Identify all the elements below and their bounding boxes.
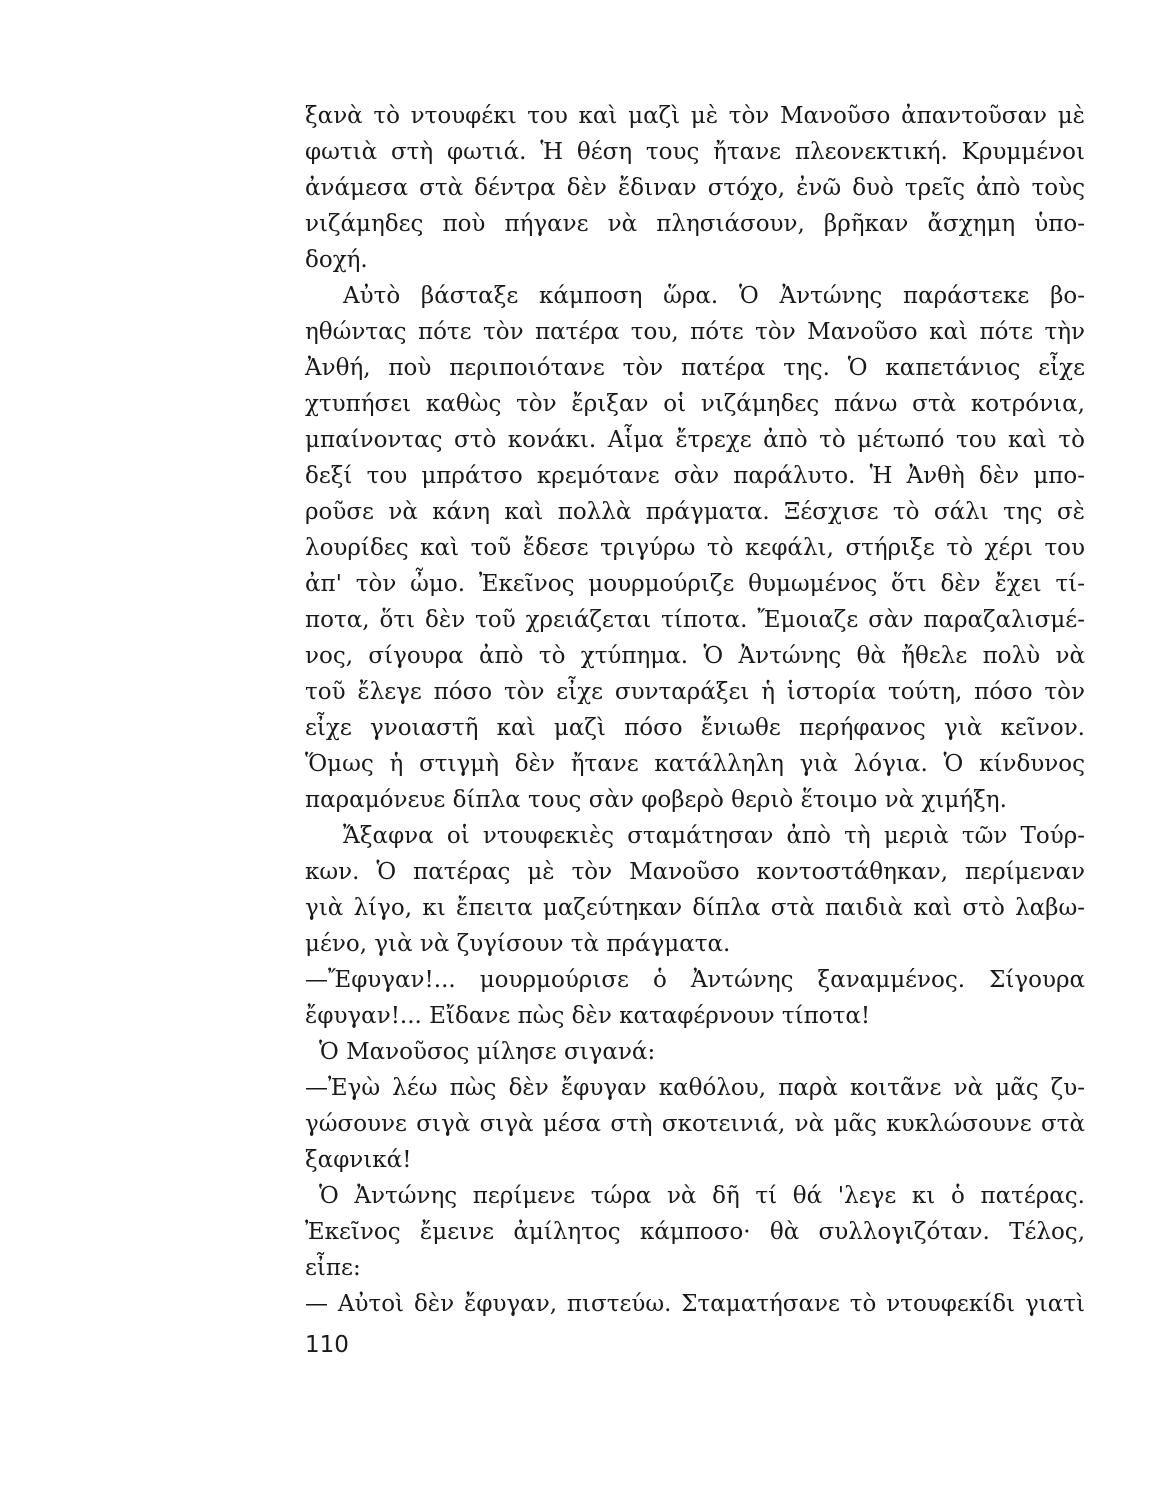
text-line: Ὁ Μανοῦσος μίλησε σιγανά: — [319, 1039, 656, 1065]
text-line: ποτα, ὅτι δὲν τοῦ χρειάζεται τίποτα. Ἔμοιαζε σὰν παραζαλισμέ- — [305, 607, 1085, 633]
text-line: κων. Ὁ πατέρας μὲ τὸν Μανοῦσο κοντοστάθηκαν, περίμεναν — [305, 859, 1085, 885]
page-number: 110 — [305, 1332, 349, 1358]
text-line: Ἐκεῖνος ἔμεινε ἀμίλητος κάμποσο· θὰ συλλογιζόταν. Τέλος, — [305, 1219, 1085, 1245]
text-line: χτυπήσει καθὼς τὸν ἔριξαν οἱ νιζάμηδες πάνω στὰ κοτρόνια, — [305, 391, 1085, 417]
text-line: Ἀνθή, ποὺ περιποιότανε τὸν πατέρα της. Ὁ καπετάνιος εἶχε — [305, 355, 1085, 381]
text-line: ἀπ' τὸν ὦμο. Ἐκεῖνος μουρμούριζε θυμωμένος ὅτι δὲν ἔχει τί- — [305, 571, 1085, 597]
text-line: τοῦ ἔλεγε πόσο τὸν εἶχε συνταράξει ἡ ἱστορία τούτη, πόσο τὸν — [305, 679, 1085, 705]
text-line: μένο, γιὰ νὰ ζυγίσουν τὰ πράγματα. — [305, 931, 731, 957]
text-line: δοχή. — [305, 247, 368, 273]
text-line: Ὅμως ἡ στιγμὴ δὲν ἤτανε κατάλληλη γιὰ λόγια. Ὁ κίνδυνος — [305, 751, 1085, 777]
text-line: εἶχε γνοιαστῆ καὶ μαζὶ πόσο ἔνιωθε περήφανος γιὰ κεῖνον. — [305, 715, 1085, 741]
text-line: ἀνάμεσα στὰ δέντρα δὲν ἔδιναν στόχο, ἐνῶ δυὸ τρεῖς ἀπὸ τοὺς — [305, 175, 1085, 201]
text-line: ηθώντας πότε τὸν πατέρα του, πότε τὸν Μανοῦσο καὶ πότε τὴν — [305, 319, 1085, 345]
text-line: ροῦσε νὰ κάνη καὶ πολλὰ πράγματα. Ξέσχισε τὸ σάλι της σὲ — [305, 499, 1085, 525]
text-line: μπαίνοντας στὸ κονάκι. Αἷμα ἔτρεχε ἀπὸ τὸ μέτωπό του καὶ τὸ — [305, 427, 1085, 453]
text-line: γώσουνε σιγὰ σιγὰ μέσα στὴ σκοτεινιά, νὰ μᾶς κυκλώσουνε στὰ — [305, 1111, 1085, 1137]
text-line: Ὁ Ἀντώνης περίμενε τώρα νὰ δῆ τί θά 'λεγε κι ὁ πατέρας. — [319, 1183, 1085, 1209]
text-line: γιὰ λίγο, κι ἔπειτα μαζεύτηκαν δίπλα στὰ παιδιὰ καὶ στὸ λαβω- — [305, 895, 1085, 921]
text-line: δεξί του μπράτσο κρεμότανε σὰν παράλυτο. Ἡ Ἀνθὴ δὲν μπο- — [305, 463, 1085, 489]
text-line: —Ἔφυγαν!... μουρμούρισε ὁ Ἀντώνης ξαναμμένος. Σίγουρα — [305, 967, 1085, 993]
text-line: νος, σίγουρα ἀπὸ τὸ χτύπημα. Ὁ Ἀντώνης θὰ ἤθελε πολὺ νὰ — [305, 643, 1085, 669]
text-line: ξανὰ τὸ ντουφέκι του καὶ μαζὶ μὲ τὸν Μανοῦσο ἀπαντοῦσαν μὲ — [305, 103, 1085, 129]
text-line: λουρίδες καὶ τοῦ ἔδεσε τριγύρω τὸ κεφάλι, στήριξε τὸ χέρι του — [305, 535, 1085, 561]
body-text — [305, 98, 1085, 1322]
text-line: ξαφνικά! — [305, 1147, 412, 1173]
text-line: παραμόνευε δίπλα τους σὰν φοβερὸ θεριὸ ἕτοιμο νὰ χιμήξη. — [305, 787, 1007, 813]
text-line: ἔφυγαν!... Εἴδανε πὼς δὲν καταφέρνουν τίποτα! — [305, 1003, 871, 1029]
text-line: Ἄξαφνα οἱ ντουφεκιὲς σταμάτησαν ἀπὸ τὴ μεριὰ τῶν Τούρ- — [343, 823, 1085, 849]
text-line: εἶπε: — [305, 1255, 361, 1281]
text-line: —Ἐγὼ λέω πὼς δὲν ἔφυγαν καθόλου, παρὰ κοιτᾶνε νὰ μᾶς ζυ- — [305, 1075, 1085, 1101]
text-line: Αὐτὸ βάσταξε κάμποση ὥρα. Ὁ Ἀντώνης παράστεκε βο- — [343, 283, 1085, 309]
text-line: νιζάμηδες ποὺ πήγανε νὰ πλησιάσουν, βρῆκαν ἄσχημη ὑπο- — [305, 211, 1085, 237]
text-line: — Αὐτοὶ δὲν ἔφυγαν, πιστεύω. Σταματήσανε τὸ ντουφεκίδι γιατὶ — [305, 1291, 1085, 1317]
text-line: φωτιὰ στὴ φωτιά. Ἡ θέση τους ἤτανε πλεονεκτική. Κρυμμένοι — [305, 139, 1085, 165]
